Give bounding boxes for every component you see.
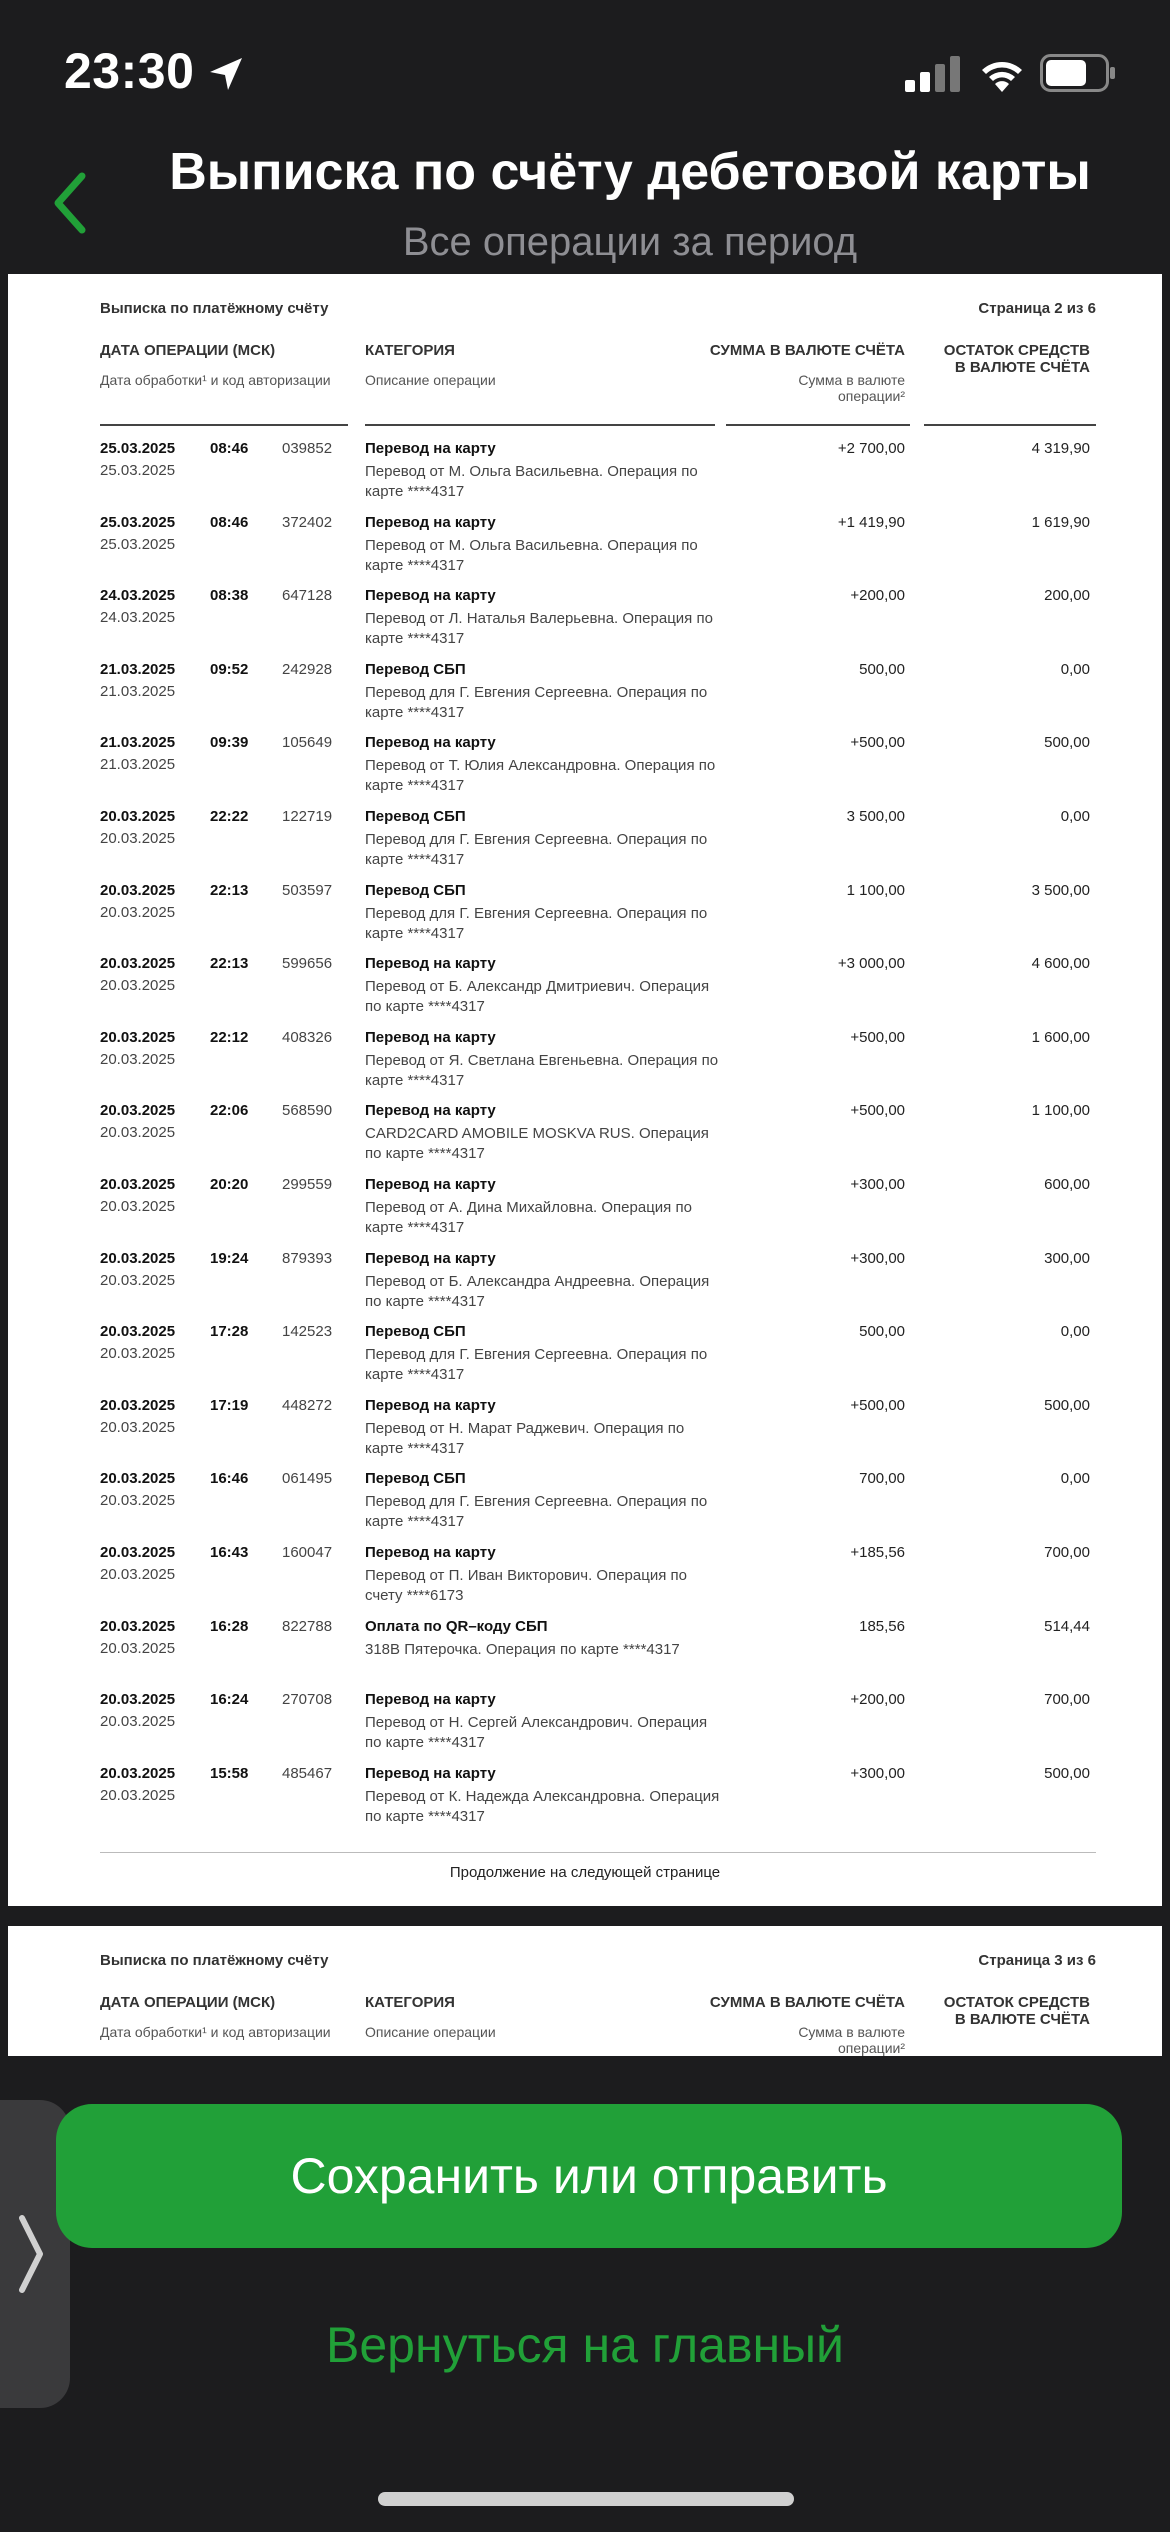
doc-page-number: Страница 3 из 6 [978,1952,1096,1969]
col-date-sub: Дата обработки¹ и код авторизации [100,372,331,388]
txn-description: Перевод от М. Ольга Васильевна. Операция по карте ****4317 [365,463,698,500]
txn-date: 20.03.2025 [100,1764,176,1782]
txn-balance: 4 319,90 [1031,440,1090,457]
txn-date: 20.03.2025 [100,1249,176,1267]
statement-page-next [8,1926,1162,2056]
txn-date: 21.03.2025 [100,660,176,678]
doc-header [100,300,1096,317]
page-subtitle: Все операции за период [402,220,858,264]
txn-time: 16:46 [210,1470,249,1488]
txn-time: 22:13 [210,881,249,899]
txn-date: 20.03.2025 [100,807,176,825]
col-amount-sub: Сумма в валюте операции² [798,372,905,404]
txn-processing-date: 24.03.2025 [100,609,176,627]
txn-processing-date: 21.03.2025 [100,756,176,774]
col-amount: СУММА В ВАЛЮТЕ СЧЁТА [709,342,905,359]
txn-processing-date: 20.03.2025 [100,1492,176,1510]
txn-processing-date: 25.03.2025 [100,535,176,553]
txn-balance: 0,00 [1060,660,1090,678]
transaction-row [100,1385,1096,1459]
txn-description: Перевод для Г. Евгения Сергеевна. Операция по карте ****4317 [365,1493,708,1531]
txn-auth-code: 568590 [282,1102,333,1120]
txn-auth-code: 485467 [282,1764,333,1782]
txn-balance: 200,00 [1044,587,1090,605]
txn-description: CARD2CARD AMOBILE MOSKVA RUS. Операция по карте ****4317 [365,1125,709,1163]
txn-balance: 0,00 [1060,1470,1090,1488]
txn-processing-date: 20.03.2025 [100,1050,176,1068]
txn-time: 09:52 [210,660,249,678]
txn-processing-date: 20.03.2025 [100,1786,176,1804]
txn-description: Перевод для Г. Евгения Сергеевна. Операция по карте ****4317 [365,904,708,942]
txn-date: 20.03.2025 [100,1175,176,1193]
txn-category: Перевод на карту [365,440,496,457]
txn-time: 22:12 [210,1028,249,1046]
txn-description: Перевод от Б. Александр Дмитриевич. Операция по карте ****4317 [365,978,710,1016]
txn-date: 21.03.2025 [100,734,176,752]
txn-balance: 1 600,00 [1031,1028,1090,1046]
txn-balance: 500,00 [1044,734,1090,752]
txn-description: Перевод для Г. Евгения Сергеевна. Операция по карте ****4317 [365,683,708,721]
txn-time: 22:06 [210,1102,249,1120]
txn-amount: +300,00 [850,1175,905,1193]
txn-category: Перевод на карту [365,1249,496,1267]
txn-category: Оплата по QR–коду СБП [365,1617,548,1635]
txn-time: 16:28 [210,1617,249,1635]
transaction-row [100,1164,1096,1238]
txn-auth-code: 647128 [282,587,333,605]
txn-auth-code: 270708 [282,1691,333,1709]
transaction-row [100,943,1096,1017]
txn-amount: +3 000,00 [837,955,905,973]
txn-description: Перевод от Н. Сергей Александрович. Операция по карте ****4317 [365,1714,708,1752]
txn-description: 318В Пятерочка. Операция по карте ****4317 [365,1640,680,1658]
txn-balance: 0,00 [1060,1323,1090,1341]
txn-amount: +200,00 [850,1691,905,1709]
transaction-row [100,649,1096,723]
transaction-row [100,796,1096,870]
save-or-send-button[interactable]: Сохранить или отправить [56,2104,1122,2248]
txn-balance: 1 100,00 [1031,1102,1090,1120]
footer-divider [100,1852,1096,1853]
txn-description: Перевод от Б. Александра Андреевна. Операция по карте ****4317 [365,1272,710,1310]
txn-amount: +1 419,90 [837,513,905,531]
txn-date: 25.03.2025 [100,513,176,531]
txn-time: 16:43 [210,1543,249,1561]
transaction-row [100,1017,1096,1091]
cellular-signal-icon [905,56,965,92]
txn-processing-date: 20.03.2025 [100,1271,176,1289]
continued-note: Продолжение на следующей странице [449,1864,721,1881]
col-amount: СУММА В ВАЛЮТЕ СЧЁТА [709,1994,905,2011]
txn-auth-code: 242928 [282,660,333,678]
txn-date: 20.03.2025 [100,1543,176,1561]
header-divider [100,424,348,426]
table-header [100,342,1096,418]
txn-time: 22:13 [210,955,249,973]
txn-balance: 500,00 [1044,1764,1090,1782]
home-indicator[interactable] [378,2492,794,2506]
txn-date: 20.03.2025 [100,1323,176,1341]
txn-category: Перевод на карту [365,1028,496,1046]
txn-processing-date: 20.03.2025 [100,1197,176,1215]
txn-auth-code: 142523 [282,1323,333,1341]
txn-time: 19:24 [210,1249,249,1267]
txn-amount: +500,00 [850,1028,905,1046]
txn-balance: 1 619,90 [1031,513,1090,531]
txn-auth-code: 503597 [282,881,333,899]
txn-date: 20.03.2025 [100,1102,176,1120]
txn-category: Перевод на карту [365,955,496,973]
txn-description: Перевод от Н. Марат Раджевич. Операция по карте ****4317 [365,1419,685,1457]
doc-page-number: Страница 2 из 6 [978,300,1096,317]
txn-amount: +300,00 [850,1249,905,1267]
header-divider [726,424,910,426]
txn-time: 08:38 [210,587,249,605]
wifi-icon [977,54,1027,94]
txn-balance: 600,00 [1044,1175,1090,1193]
txn-description: Перевод от М. Ольга Васильевна. Операция по карте ****4317 [365,536,698,574]
transaction-row [100,1090,1096,1164]
txn-description: Перевод для Г. Евгения Сергеевна. Операция по карте ****4317 [365,1346,708,1384]
col-balance: ОСТАТОК СРЕДСТВ В ВАЛЮТЕ СЧЁТА [943,1994,1090,2028]
header-divider [924,424,1096,426]
txn-time: 15:58 [210,1764,249,1782]
transaction-row [100,1238,1096,1312]
txn-processing-date: 20.03.2025 [100,1418,176,1436]
txn-category: Перевод на карту [365,1102,496,1120]
txn-description: Перевод от П. Иван Викторович. Операция по счету ****6173 [365,1566,687,1604]
statement-page [8,274,1162,1906]
txn-balance: 300,00 [1044,1249,1090,1267]
txn-processing-date: 20.03.2025 [100,903,176,921]
txn-time: 20:20 [210,1175,249,1193]
txn-processing-date: 20.03.2025 [100,977,176,995]
page-title: Выписка по счёту дебетовой карты [169,143,1091,201]
txn-category: Перевод на карту [365,1691,496,1709]
txn-category: Перевод СБП [365,881,466,899]
col-category-sub: Описание операции [365,372,496,388]
txn-auth-code: 599656 [282,955,333,973]
txn-amount: +300,00 [850,1764,905,1782]
transaction-row [100,722,1096,796]
col-date: ДАТА ОПЕРАЦИИ (МСК) [100,342,276,359]
transactions-list [100,428,1096,1826]
txn-processing-date: 21.03.2025 [100,682,176,700]
txn-description: Перевод от Я. Светлана Евгеньевна. Операция по карте ****4317 [365,1051,719,1089]
txn-balance: 500,00 [1044,1396,1090,1414]
txn-time: 16:24 [210,1691,249,1709]
txn-date: 20.03.2025 [100,881,176,899]
txn-category: Перевод на карту [365,587,496,605]
txn-category: Перевод СБП [365,1470,466,1488]
txn-category: Перевод на карту [365,1764,496,1782]
txn-time: 09:39 [210,734,249,752]
txn-category: Перевод СБП [365,660,466,678]
txn-auth-code: 448272 [282,1396,333,1414]
txn-balance: 3 500,00 [1031,881,1090,899]
txn-date: 25.03.2025 [100,440,176,457]
transaction-row [100,1679,1096,1753]
txn-amount: 185,56 [859,1617,905,1635]
txn-date: 20.03.2025 [100,955,176,973]
chevron-right-icon [16,2212,46,2296]
col-category-sub: Описание операции [365,2024,496,2040]
txn-date: 20.03.2025 [100,1396,176,1414]
txn-auth-code: 879393 [282,1249,333,1267]
txn-description: Перевод от Л. Наталья Валерьевна. Операция по карте ****4317 [365,610,713,648]
txn-amount: 500,00 [859,660,905,678]
txn-balance: 700,00 [1044,1691,1090,1709]
txn-auth-code: 372402 [282,513,333,531]
txn-time: 17:19 [210,1396,249,1414]
txn-processing-date: 20.03.2025 [100,1345,176,1363]
txn-auth-code: 122719 [282,807,333,825]
txn-time: 22:22 [210,807,249,825]
txn-category: Перевод СБП [365,1323,466,1341]
header-divider [365,424,715,426]
txn-auth-code: 299559 [282,1175,333,1193]
txn-description: Перевод от К. Надежда Александровна. Операция по карте ****4317 [365,1787,720,1825]
txn-auth-code: 039852 [282,440,333,457]
txn-amount: +2 700,00 [837,440,905,457]
doc-title: Выписка по платёжному счёту [100,300,329,317]
txn-auth-code: 105649 [282,734,333,752]
txn-amount: 500,00 [859,1323,905,1341]
back-to-home-link[interactable]: Вернуться на главный [326,2317,844,2373]
txn-description: Перевод от А. Дина Михайловна. Операция по карте ****4317 [365,1198,692,1236]
transaction-row [100,1458,1096,1532]
transaction-row [100,870,1096,944]
txn-balance: 4 600,00 [1031,955,1090,973]
transaction-row [100,575,1096,649]
txn-category: Перевод на карту [365,1543,496,1561]
txn-category: Перевод на карту [365,1175,496,1193]
col-balance: ОСТАТОК СРЕДСТВ В ВАЛЮТЕ СЧЁТА [943,342,1090,376]
txn-processing-date: 20.03.2025 [100,1713,176,1731]
txn-date: 20.03.2025 [100,1691,176,1709]
txn-time: 08:46 [210,513,249,531]
txn-date: 20.03.2025 [100,1470,176,1488]
txn-auth-code: 061495 [282,1470,333,1488]
transaction-row [100,502,1096,576]
txn-auth-code: 822788 [282,1617,333,1635]
txn-category: Перевод СБП [365,807,466,825]
txn-category: Перевод на карту [365,1396,496,1414]
txn-time: 17:28 [210,1323,249,1341]
txn-amount: 1 100,00 [846,881,905,899]
transaction-row [100,1606,1096,1680]
col-date: ДАТА ОПЕРАЦИИ (МСК) [100,1994,276,2011]
txn-amount: 3 500,00 [846,807,905,825]
txn-balance: 514,44 [1044,1617,1090,1635]
battery-icon [1040,54,1118,92]
txn-processing-date: 20.03.2025 [100,1639,176,1657]
txn-processing-date: 20.03.2025 [100,1124,176,1142]
txn-amount: +500,00 [850,734,905,752]
transaction-row [100,428,1096,502]
col-amount-sub: Сумма в валюте операции² [798,2024,905,2056]
txn-date: 24.03.2025 [100,587,176,605]
col-category: КАТЕГОРИЯ [365,1994,455,2011]
txn-auth-code: 160047 [282,1543,333,1561]
transaction-row [100,1753,1096,1827]
status-bar [0,0,1170,150]
txn-date: 20.03.2025 [100,1028,176,1046]
txn-amount: +185,56 [850,1543,905,1561]
transaction-row [100,1311,1096,1385]
txn-processing-date: 20.03.2025 [100,1565,176,1583]
transaction-row [100,1532,1096,1606]
txn-auth-code: 408326 [282,1028,333,1046]
txn-description: Перевод для Г. Евгения Сергеевна. Операция по карте ****4317 [365,830,708,868]
txn-balance: 0,00 [1060,807,1090,825]
location-arrow-icon [206,54,246,94]
table-header [100,1994,1096,2056]
txn-processing-date: 25.03.2025 [100,462,176,479]
txn-description: Перевод от Т. Юлия Александровна. Операция по карте ****4317 [365,757,716,795]
txn-amount: +500,00 [850,1396,905,1414]
txn-amount: +200,00 [850,587,905,605]
txn-balance: 700,00 [1044,1543,1090,1561]
txn-processing-date: 20.03.2025 [100,829,176,847]
txn-date: 20.03.2025 [100,1617,176,1635]
txn-time: 08:46 [210,440,249,457]
col-date-sub: Дата обработки¹ и код авторизации [100,2024,331,2040]
txn-amount: +500,00 [850,1102,905,1120]
txn-category: Перевод на карту [365,734,496,752]
doc-title: Выписка по платёжному счёту [100,1952,329,1969]
txn-category: Перевод на карту [365,513,496,531]
status-time: 23:30 [64,43,195,99]
col-category: КАТЕГОРИЯ [365,342,455,359]
txn-amount: 700,00 [859,1470,905,1488]
doc-header [100,1952,1096,1969]
